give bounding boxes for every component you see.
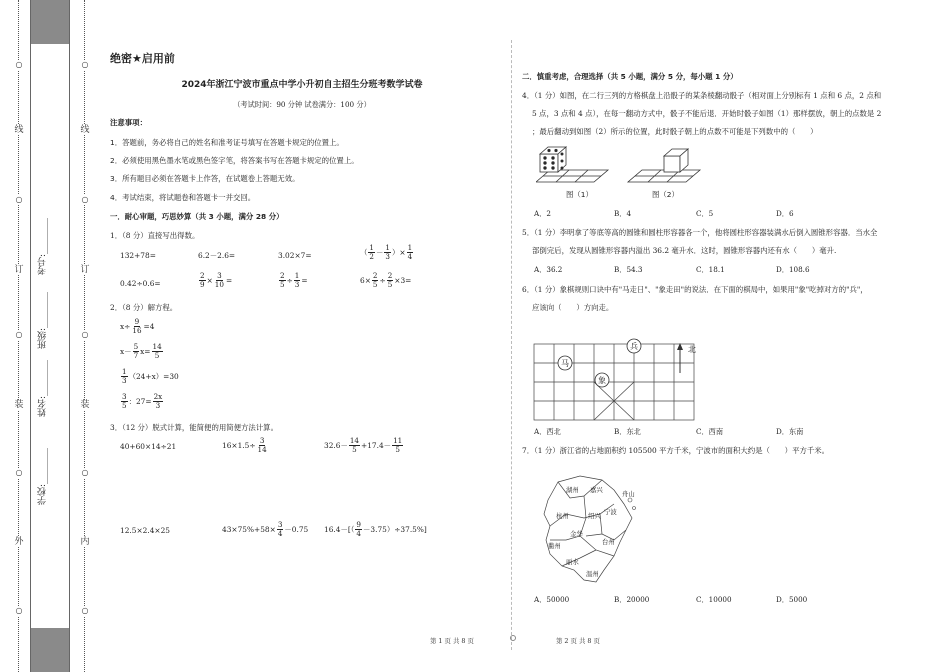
map-label: 台州 [602, 538, 615, 546]
q3-item: 32.6－ $\frac{14}{5}$ +17.4－ $\frac{11}{5}$ [324, 436, 403, 454]
piece-ma[interactable] [558, 356, 572, 370]
map-label: 宁波 [604, 508, 617, 516]
q2-equation: x÷ $\frac{9}{16}$ =4 [120, 317, 155, 335]
piece-bing[interactable] [627, 339, 641, 353]
q4-option-c[interactable]: C．5 [696, 209, 714, 218]
name-field: 姓名:________ [38, 360, 48, 418]
north-arrow-icon [677, 343, 683, 373]
q5-option-b[interactable]: B．54.3 [614, 265, 643, 274]
dice-figure-2 [628, 149, 700, 182]
page-fold-mark [510, 635, 516, 641]
seal-mark: 装 [12, 400, 26, 410]
q3-item: 16×1.5÷ $\frac{3}{14}$ [222, 436, 267, 454]
outer-seal-line: ○ 线 ○ 订 ○ 装 ○ 外 ○ [12, 0, 26, 672]
fig1-caption: 图（1） [566, 190, 593, 199]
seal-mark: 线 [12, 125, 26, 135]
q6-line: 应该向（ ）方向走。 [532, 303, 614, 312]
q7-option-b[interactable]: B．20000 [614, 595, 650, 604]
q1-item: 0.42÷0.6= [120, 279, 161, 288]
note-item: 1．答题前，务必将自己的姓名和准考证号填写在答题卡规定的位置上。 [110, 138, 344, 147]
q1-item: 3.02×7= [278, 251, 312, 260]
class-field: 班级:________ [38, 292, 48, 350]
map-label: 金华 [570, 530, 583, 538]
q4-line: ；最后翻动到如图（2）所示的位置，此时骰子朝上的点数不可能是下列数中的（ ） [532, 127, 818, 136]
section1-heading: 一．耐心审题，巧思妙算（共 3 小题，满分 28 分） [110, 212, 284, 221]
q5-option-d[interactable]: D．108.6 [776, 265, 810, 274]
map-label: 嘉兴 [590, 486, 603, 494]
page-number-right: 第 2 页 共 8 页 [556, 637, 600, 645]
zhejiang-map [540, 474, 640, 586]
q1-item-fraction: $\frac{2}{9}$ × $\frac{3}{10}$ = [200, 271, 233, 289]
note-item: 2．必须使用黑色墨水笔或黑色签字笔，将答案书写在答题卡规定的位置上。 [110, 156, 359, 165]
q2-stem: 2．（8 分）解方程。 [110, 303, 178, 312]
q1-item-fraction: 6× $\frac{2}{5}$ ÷ $\frac{2}{5}$ ×3= [360, 271, 412, 289]
q6-option-b[interactable]: B．东北 [614, 427, 641, 436]
school-field: 学校:________ [38, 448, 48, 506]
fig2-caption: 图（2） [652, 190, 679, 199]
q7-stem: 7．（1 分）浙江省的占地面积约 105500 平方千米，宁波市的面积大约是（ ）平方千米。 [522, 446, 830, 455]
exam-meta: （考试时间：90 分钟 试卷满分：100 分） [233, 100, 371, 109]
q2-equation: $\frac{3}{5}$ ：27= $\frac{2x}{3}$ [122, 392, 163, 410]
q4-option-d[interactable]: D．6 [776, 209, 794, 218]
north-label: 北 [688, 345, 696, 354]
q4-line: 5 点，3 点和 4 点），在每一翻动方式中，骰子不能后退．开始时骰子如图（1）那样摆放，朝上的点数是 2 [532, 109, 882, 118]
seal-mark: 外 [12, 537, 26, 547]
q6-option-a[interactable]: A．西北 [534, 427, 561, 436]
q3-item: 43×75%+58× $\frac{3}{4}$ －0.75 [222, 520, 309, 538]
map-label: 衢州 [548, 542, 561, 550]
seal-mark: 装 [78, 400, 92, 410]
q2-equation: $\frac{1}{3}$ （24+x）=30 [122, 367, 179, 385]
q7-option-d[interactable]: D．5000 [776, 595, 808, 604]
q5-option-a[interactable]: A．36.2 [534, 265, 563, 274]
q6-option-d[interactable]: D．东南 [776, 427, 804, 436]
seal-mark: 订 [78, 265, 92, 275]
q5-line: 5．（1 分）李明拿了等底等高的圆锥和圆柱形容器各一个，他将圆柱形容器装满水后倒入圆锥形容器．当水全 [522, 228, 878, 237]
notes-heading: 注意事项： [110, 118, 147, 127]
q3-stem: 3．（12 分）脱式计算，能简便的用简便方法计算。 [110, 423, 278, 432]
piece-xiang[interactable] [595, 373, 609, 387]
q1-item-fraction: （ $\frac{1}{2}$ － $\frac{1}{3}$ ） × $\frac{1}{4}$ [360, 243, 413, 261]
section2-heading: 二．慎重考虑，合理选择（共 5 小题，满分 5 分，每小题 1 分） [522, 72, 738, 81]
q4-option-b[interactable]: B．4 [614, 209, 632, 218]
q1-item: 132+78= [120, 251, 156, 260]
confidential-label: 绝密★启用前 [110, 52, 175, 65]
chess-board [532, 335, 712, 421]
svg-text:马: 马 [561, 359, 569, 368]
q7-option-a[interactable]: A．50000 [534, 595, 570, 604]
q1-stem: 1．（8 分）直接写出得数。 [110, 231, 200, 240]
q3-item: 16.4－[（ $\frac{9}{4}$ －3.75）÷37.5%] [324, 520, 427, 538]
seal-mark: 内 [78, 537, 92, 547]
page-number-left: 第 1 页 共 8 页 [430, 637, 474, 645]
q1-item: 6.2－2.6= [198, 251, 236, 260]
svg-text:象: 象 [598, 376, 606, 385]
q5-line: 部倒完后，发现从圆锥形容器内溢出 36.2 毫升水．这时，圆锥形容器内还有水（ ）毫升. [532, 246, 837, 255]
exam-no-field: 考号:________ [38, 218, 48, 276]
q4-line: 4．（1 分）如图，在二行三列的方格棋盘上沿骰子的某条棱翻动骰子（相对面上分别标有 1 点和 6 点，2 点和 [522, 91, 882, 100]
map-label: 杭州 [556, 512, 569, 520]
map-label: 丽水 [566, 558, 579, 566]
note-item: 3．所有题目必须在答题卡上作答，在试题卷上答题无效。 [110, 174, 300, 183]
map-label: 舟山 [622, 490, 635, 498]
q6-line: 6．（1 分）象棋规则口诀中有"马走日"、"象走田"的说法．在下面的棋局中，如果用"象"吃掉对方的"兵"， [522, 285, 868, 294]
note-item: 4．考试结束，将试题卷和答题卡一并交回。 [110, 193, 256, 202]
q4-option-a[interactable]: A．2 [534, 209, 551, 218]
dice-figure-1 [536, 147, 608, 182]
map-label: 绍兴 [588, 512, 601, 520]
q6-option-c[interactable]: C．西南 [696, 427, 724, 436]
q7-option-c[interactable]: C．10000 [696, 595, 732, 604]
q2-equation: x－ $\frac{5}{7}$ x= $\frac{14}{5}$ [120, 342, 162, 360]
q1-item-fraction: $\frac{2}{5}$ ÷ $\frac{1}{3}$ = [280, 271, 308, 289]
inner-seal-line: ○ 线 ○ 订 ○ 装 ○ 内 ○ [78, 0, 92, 672]
q5-option-c[interactable]: C．18.1 [696, 265, 725, 274]
binding-margin [0, 0, 98, 672]
map-label: 温州 [586, 570, 599, 578]
exam-title: 2024年浙江宁波市重点中学小升初自主招生分班考数学试卷 [181, 80, 423, 90]
svg-text:兵: 兵 [630, 342, 638, 351]
seal-mark: 订 [12, 265, 26, 275]
page-divider [511, 40, 512, 650]
q3-item: 12.5×2.4×25 [120, 526, 170, 535]
q3-item: 40+60×14÷21 [120, 442, 177, 451]
seal-mark: 线 [78, 125, 92, 135]
map-label: 湖州 [566, 486, 579, 494]
